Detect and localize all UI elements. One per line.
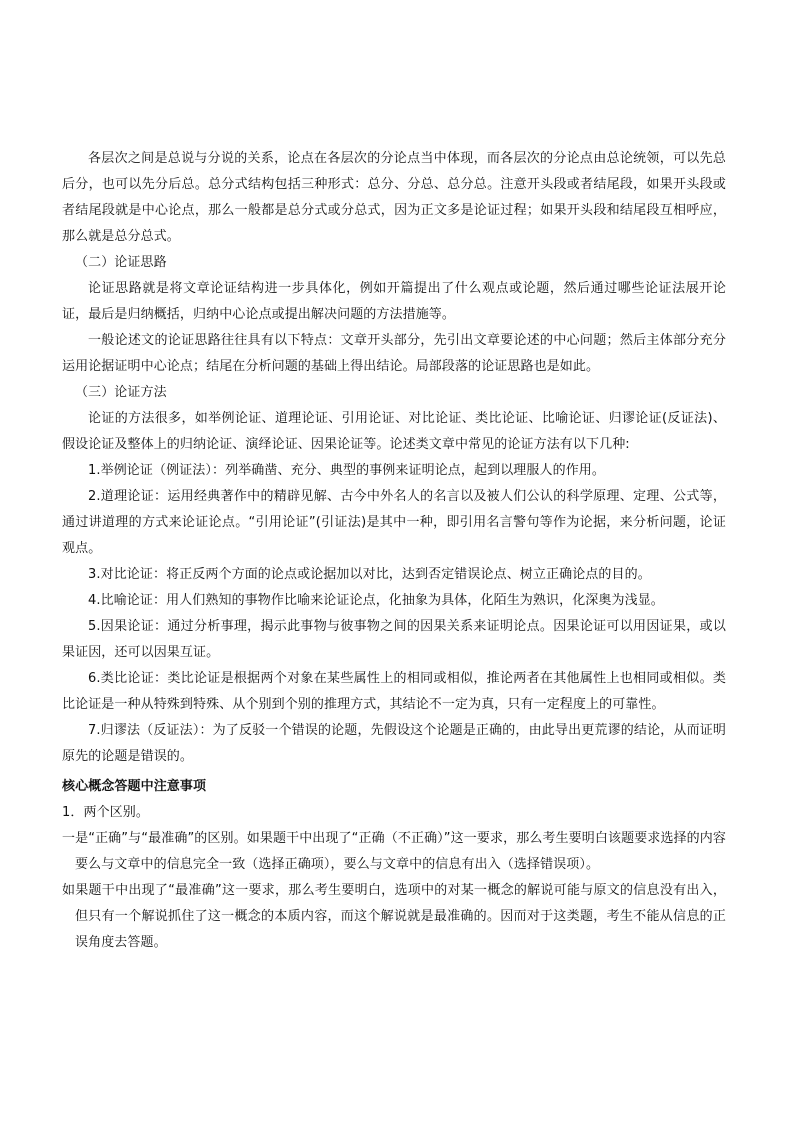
paragraph-argument-thinking: 论证思路就是将文章论证结构进一步具体化，例如开篇提出了什么观点或论题，然后通过哪些论证法展开论证，最后是归纳概括，归纳中心论点或提出解决问题的方法措施等。 xyxy=(62,281,726,322)
paragraph-argument-methods: 论证的方法很多，如举例论证、道理论证、引用论证、对比论证、类比论证、比喻论证、归谬论证(反证法)、假设论证及整体上的归纳论证、演绎论证、因果论证等。论述类文章中常见的论证方法有以下几种: xyxy=(62,411,726,452)
list-item-method-4: 4.比喻论证：用人们熟知的事物作比喻来论证论点，化抽象为具体，化陌生为熟识，化深奥为浅显。 xyxy=(88,593,664,608)
list-item-method-6: 6.类比论证：类比论证是根据两个对象在某些属性上的相同或相似，推论两者在其他属性上也相同或相似。类比论证是一种从特殊到特殊、从个别到个别的推理方式，其结论不一定为真，只有一定程度上的可靠性。 xyxy=(62,671,726,712)
paragraph-difference-1: 一是“正确”与“最准确”的区别。如果题干中出现了“正确（不正确）”这一要求，那么考生要明白该题要求选择的内容要么与文章中的信息完全一致（选择正确项），要么与文章中的信息有出入（选择错误项）。 xyxy=(62,831,726,872)
document-body xyxy=(62,146,726,956)
list-item-method-3: 3.对比论证：将正反两个方面的论点或论据加以对比，达到否定错误论点、树立正确论点的目的。 xyxy=(88,567,651,582)
section-heading-core-concepts: 核心概念答题中注意事项 xyxy=(62,779,207,794)
numbered-point-1: 1．两个区别。 xyxy=(62,805,149,820)
paragraph-structure: 各层次之间是总说与分说的关系，论点在各层次的分论点当中体现，而各层次的分论点由总论统领，可以先总后分，也可以先分后总。总分式结构包括三种形式：总分、分总、总分总。注意开头段或者结尾段，如果开头段或者结尾段就是中心论点，那么一般都是总分式或分总式，因为正文多是论证过程；如果开头段和结尾段互相呼应，那么就是总分总式。 xyxy=(62,151,726,244)
paragraph-difference-2: 如果题干中出现了“最准确”这一要求，那么考生要明白，选项中的对某一概念的解说可能与原文的信息没有出入，但只有一个解说抓住了这一概念的本质内容，而这个解说就是最准确的。因而对于这类题，考生不能从信息的正误角度去答题。 xyxy=(62,883,726,950)
subheading-argument-methods: （三）论证方法 xyxy=(75,385,167,400)
subheading-argument-thinking: （二）论证思路 xyxy=(75,255,167,270)
list-item-method-7: 7.归谬法（反证法）：为了反驳一个错误的论题，先假设这个论题是正确的，由此导出更荒谬的结论，从而证明原先的论题是错误的。 xyxy=(62,723,726,764)
list-item-method-1: 1.举例论证（例证法）：列举确凿、充分、典型的事例来证明论点，起到以理服人的作用。 xyxy=(88,463,606,478)
list-item-method-5: 5.因果论证：通过分析事理，揭示此事物与彼事物之间的因果关系来证明论点。因果论证可以用因证果，或以果证因，还可以因果互证。 xyxy=(62,619,726,660)
list-item-method-2: 2.道理论证：运用经典著作中的精辟见解、古今中外名人的名言以及被人们公认的科学原理、定理、公式等，通过讲道理的方式来论证论点。“引用论证”(引证法)是其中一种，即引用名言警句等作为论据，来分析问题，论证观点。 xyxy=(62,489,726,556)
paragraph-argument-features: 一般论述文的论证思路往往具有以下特点：文章开头部分，先引出文章要论述的中心问题；然后主体部分充分运用论据证明中心论点；结尾在分析问题的基础上得出结论。局部段落的论证思路也是如此。 xyxy=(62,333,726,374)
